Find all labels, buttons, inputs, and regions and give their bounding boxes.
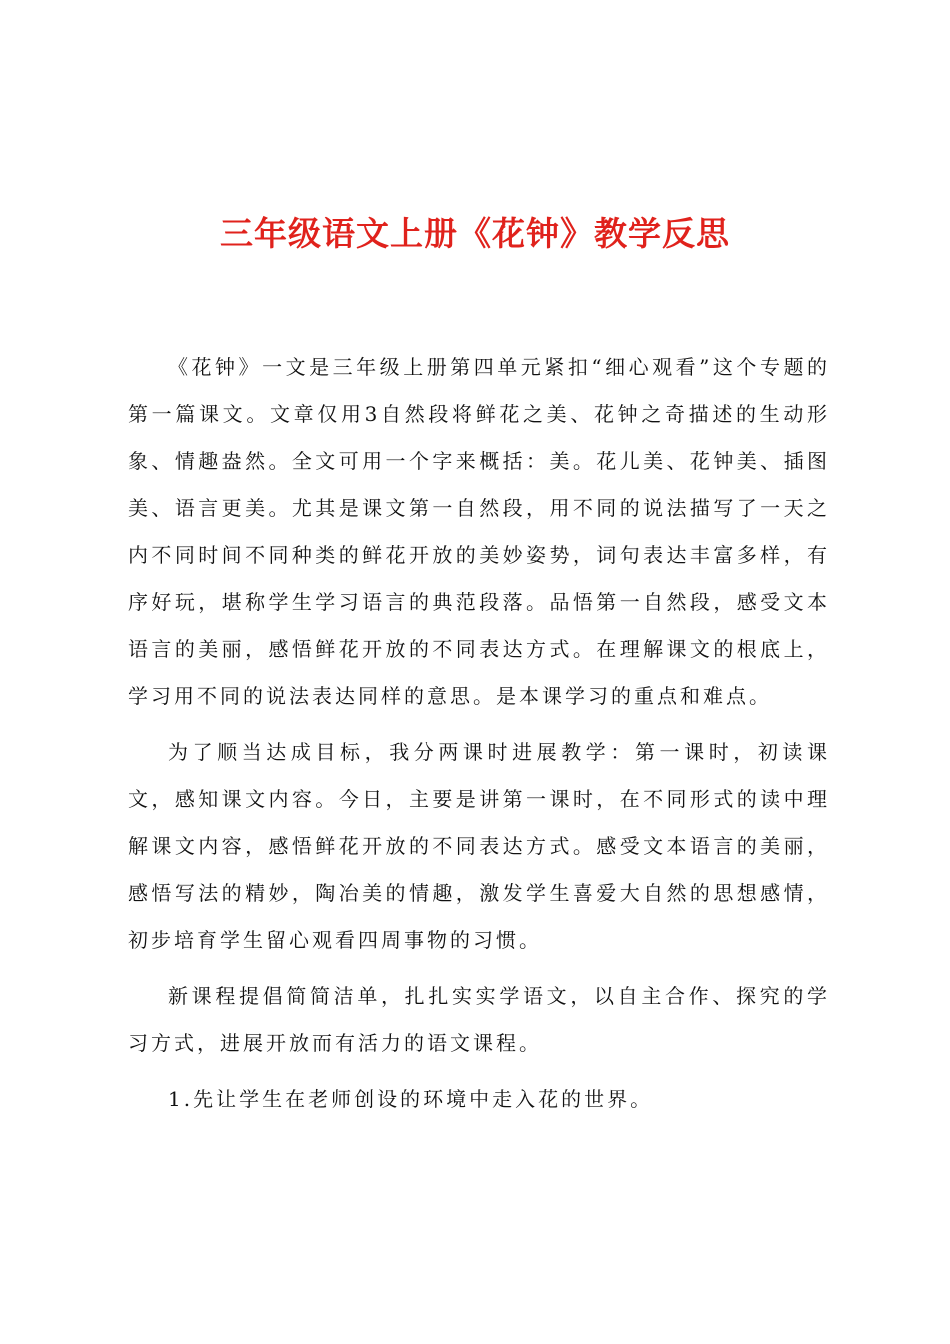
paragraph-4: 1.先让学生在老师创设的环境中走入花的世界。 [168,1087,654,1111]
paragraph-3: 新课程提倡简简洁单，扎扎实实学语文，以自主合作、探究的学习方式，进展开放而有活力的语文课程。 [128,984,830,1055]
paragraph-2: 为了顺当达成目标，我分两课时进展教学：第一课时，初读课文，感知课文内容。今日，主要是讲第一课时，在不同形式的读中理解课文内容，感悟鲜花开放的不同表达方式。感受文本语言的美丽，感悟写法的精妙，陶冶美的情趣，激发学生喜爱大自然的思想感情，初步培育学生留心观看四周事物的习惯。 [128,740,830,952]
paragraph-1: 《花钟》一文是三年级上册第四单元紧扣“细心观看”这个专题的第一篇课文。文章仅用3自然段将鲜花之美、花钟之奇描述的生动形象、情趣盎然。全文可用一个字来概括：美。花儿美、花钟美、插图美、语言更美。尤其是课文第一自然段，用不同的说法描写了一天之内不同时间不同种类的鲜花开放的美妙姿势，词句表达丰富多样，有序好玩，堪称学生学习语言的典范段落。品悟第一自然段，感受文本语言的美丽，感悟鲜花开放的不同表达方式。在理解课文的根底上，学习用不同的说法表达同样的意思。是本课学习的重点和难点。 [128,355,830,708]
document-body [128,344,830,1132]
document-title: 三年级语文上册《花钟》教学反思 [220,214,730,253]
